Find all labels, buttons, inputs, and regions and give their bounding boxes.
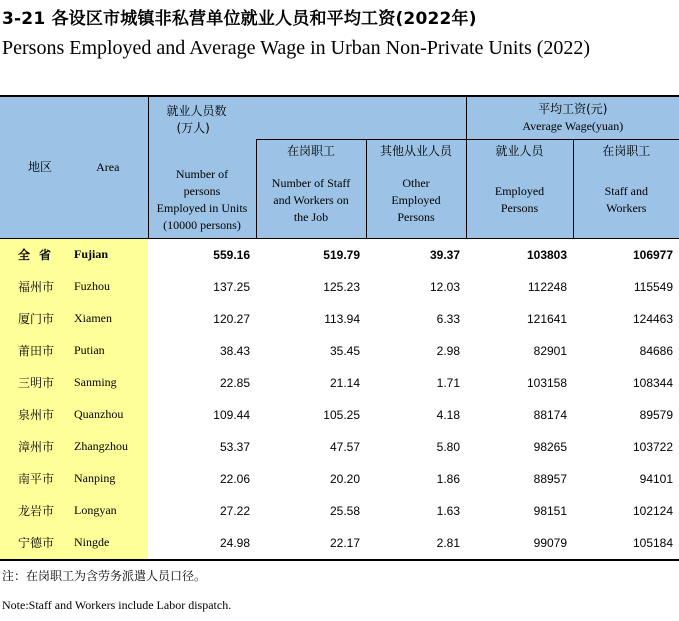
staff-value: 113.94 — [324, 311, 360, 326]
region-cn: 南平市 — [0, 463, 70, 495]
wage-staff-header-cn: 在岗职工 — [573, 139, 679, 163]
wage-staff-header-en-1: Staff and — [604, 184, 648, 199]
other-header-en-1: Other — [402, 175, 430, 190]
region-en: Putian — [70, 335, 148, 367]
other-value: 4.18 — [436, 407, 461, 422]
wage-staff-value: 108344 — [632, 375, 674, 390]
employed-value: 109.44 — [213, 407, 250, 422]
wage-employed-value: 99079 — [466, 527, 573, 560]
employed-value: 38.43 — [219, 343, 250, 358]
wage-employed-value: 112248 — [527, 279, 568, 294]
region-en: Xiamen — [70, 303, 148, 335]
staff-header-en-3: the Job — [293, 209, 329, 224]
employed-value: 27.22 — [219, 503, 250, 518]
employed-total-en-2: persons — [183, 183, 221, 198]
other-value: 5.80 — [436, 439, 461, 454]
region-cn: 泉州市 — [0, 399, 70, 431]
employed-value: 22.06 — [219, 471, 250, 486]
employed-total-en-3: Employed in Units — [156, 200, 248, 215]
wage-staff-value: 84686 — [639, 343, 674, 358]
employed-group-cn: 就业人员数 — [166, 103, 227, 118]
wage-staff-value: 106977 — [573, 238, 679, 271]
region-cn: 漳州市 — [0, 431, 70, 463]
staff-value: 25.58 — [329, 503, 360, 518]
region-en: Fuzhou — [70, 271, 148, 303]
wage-employed-value: 98265 — [533, 439, 568, 454]
note-cn: 注：在岗职工为含劳务派遣人员口径。 — [2, 569, 207, 583]
region-en: Longyan — [70, 495, 148, 527]
employed-total-en-1: Number of — [175, 166, 229, 181]
region-cn: 厦门市 — [0, 303, 70, 335]
wage-staff-value: 105184 — [573, 527, 679, 560]
wage-staff-value: 103722 — [632, 439, 674, 454]
table-title-cn: 3-21 各设区市城镇非私营单位就业人员和平均工资(2022年) — [2, 9, 477, 29]
other-value: 2.98 — [436, 343, 461, 358]
staff-header-cn: 在岗职工 — [256, 139, 366, 163]
employed-value: 559.16 — [148, 238, 256, 271]
staff-value: 20.20 — [329, 471, 360, 486]
staff-value: 35.45 — [329, 343, 360, 358]
wage-employed-value: 121641 — [526, 311, 568, 326]
region-cn: 福州市 — [0, 271, 70, 303]
table-row — [0, 431, 679, 463]
table-row-total — [0, 238, 679, 271]
table-row — [0, 367, 679, 399]
region-cn: 全省 — [0, 238, 70, 271]
staff-value: 22.17 — [256, 527, 366, 560]
other-value: 1.71 — [436, 375, 461, 390]
employed-group-header — [148, 96, 466, 139]
staff-value: 519.79 — [256, 238, 366, 271]
table-row — [0, 495, 679, 527]
wage-employed-header-en-2: Persons — [500, 201, 539, 216]
region-cn: 三明市 — [0, 367, 70, 399]
table-row — [0, 303, 679, 335]
employed-total-header — [148, 139, 256, 238]
region-en: Zhangzhou — [70, 431, 148, 463]
employed-group-unit: (万人) — [176, 120, 210, 135]
table-row — [0, 527, 679, 560]
staff-header-en-2: and Workers on — [273, 192, 349, 207]
staff-header-en — [256, 163, 366, 238]
region-cn: 龙岩市 — [0, 495, 70, 527]
wage-group-header — [466, 96, 679, 139]
table-row — [0, 463, 679, 495]
wage-staff-value: 115549 — [633, 279, 674, 294]
other-value: 39.37 — [366, 238, 466, 271]
wage-employed-value: 82901 — [533, 343, 568, 358]
wage-staff-header-en-2: Workers — [606, 201, 647, 216]
wage-staff-value: 124463 — [632, 311, 674, 326]
employed-value: 120.27 — [213, 311, 250, 326]
region-header — [0, 96, 148, 238]
data-table — [0, 95, 679, 561]
region-en: Nanping — [70, 463, 148, 495]
region-en: Sanming — [70, 367, 148, 399]
other-header-en-3: Persons — [397, 209, 435, 224]
region-header-en: Area — [96, 159, 120, 174]
region-cn: 宁德市 — [0, 527, 70, 560]
table-row — [0, 335, 679, 367]
wage-staff-value: 102124 — [632, 503, 674, 518]
wage-group-cn: 平均工资(元) — [538, 101, 608, 116]
wage-staff-value: 89579 — [639, 407, 674, 422]
table-row — [0, 271, 679, 303]
staff-value: 21.14 — [329, 375, 360, 390]
wage-employed-value: 98151 — [533, 503, 568, 518]
other-header-en — [366, 163, 466, 238]
region-cn: 莆田市 — [0, 335, 70, 367]
employed-value: 53.37 — [219, 439, 250, 454]
employed-total-en-4: (10000 persons) — [163, 217, 241, 232]
other-value: 1.63 — [436, 503, 461, 518]
wage-employed-header-en-1: Employed — [494, 184, 545, 199]
staff-value: 105.25 — [323, 407, 360, 422]
note-en: Note:Staff and Workers include Labor dispatch. — [2, 598, 232, 612]
wage-group-en: Average Wage(yuan) — [522, 118, 624, 133]
wage-staff-header-en — [573, 163, 679, 238]
table-row — [0, 399, 679, 431]
region-en: Quanzhou — [70, 399, 148, 431]
wage-employed-value: 103803 — [466, 238, 573, 271]
other-header-cn: 其他从业人员 — [366, 139, 466, 163]
other-value: 6.33 — [436, 311, 461, 326]
employed-value: 24.98 — [148, 527, 256, 560]
wage-staff-value: 94101 — [639, 471, 674, 486]
other-value: 2.81 — [366, 527, 466, 560]
wage-employed-header-en — [466, 163, 573, 238]
employed-value: 22.85 — [219, 375, 250, 390]
employed-value: 137.25 — [213, 279, 250, 294]
region-header-cn: 地区 — [28, 159, 53, 174]
other-header-en-2: Employed — [391, 192, 441, 207]
staff-value: 47.57 — [329, 439, 360, 454]
staff-value: 125.23 — [323, 279, 360, 294]
other-value: 12.03 — [430, 279, 461, 294]
wage-employed-value: 88957 — [533, 471, 568, 486]
wage-employed-header-cn: 就业人员 — [466, 139, 573, 163]
wage-employed-value: 88174 — [533, 407, 568, 422]
staff-header-en-1: Number of Staff — [271, 175, 351, 190]
region-en: Fujian — [70, 238, 148, 271]
table-title-en: Persons Employed and Average Wage in Urban Non-Private Units (2022) — [2, 37, 591, 59]
other-value: 1.86 — [436, 471, 461, 486]
region-en: Ningde — [70, 527, 148, 560]
wage-employed-value: 103158 — [526, 375, 568, 390]
